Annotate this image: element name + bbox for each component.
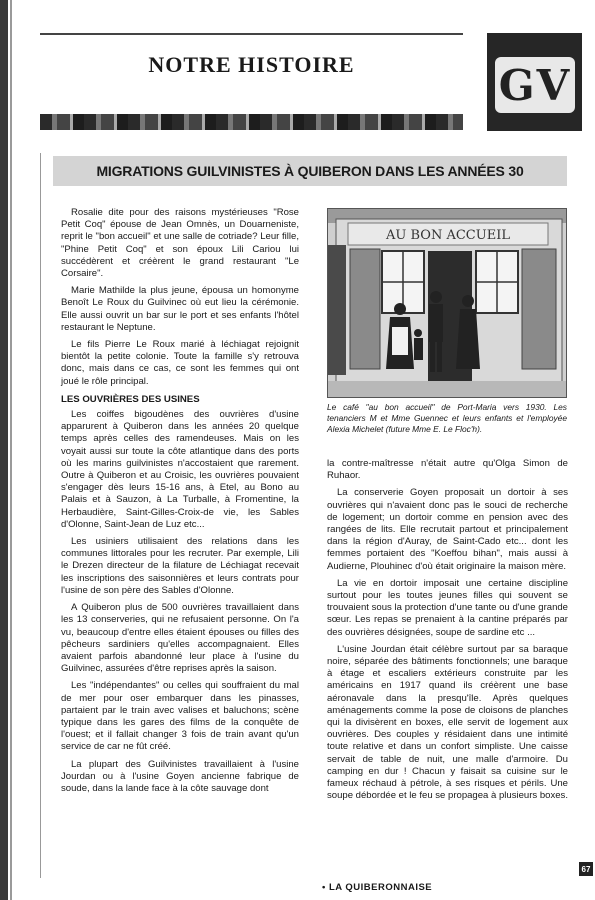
gv-logo bbox=[487, 33, 582, 131]
body-paragraph: La conserverie Goyen proposait un dortoir à ses ouvrières qui n'avaient donc pas le souci de recherche de logement; un dortoir comme en pension avec des rangées de lits. Elle recrutait partout et principalement dans la région d'Auray, de Saint-Cado etc... dont les femmes portaient des "Koeffou bihan", mais aussi à Audierne, Plouhinec d'où était originaire la maison mère. bbox=[327, 487, 568, 572]
cafe-photo-illustration bbox=[328, 209, 567, 398]
body-paragraph: La vie en dortoir imposait une certaine discipline surtout pour les toutes jeunes filles qui souvent se trouvaient sous la protection d'une tante ou d'une grande sœur. Les repas se prenaient à la cantine préparés par des ouvrières désignées, soupe de sardine etc ... bbox=[327, 577, 568, 638]
gv-logo-text: GV bbox=[495, 57, 575, 113]
left-edge-bar bbox=[0, 0, 8, 900]
header-photo-strip bbox=[40, 114, 463, 130]
body-paragraph: A Quiberon plus de 500 ouvrières travaillaient dans les 13 conserveries, qui ne refusaient personne. On l'a vu, beaucoup d'entre elles étaient épouses ou filles des pêcheurs sardiniers qu'elles accompagnaient. Elles avaient parfois abandonné leur place à l'usine du Guilvinec, assurées d'être reprises après la saison. bbox=[61, 602, 299, 675]
left-edge-rule bbox=[10, 0, 12, 900]
column-divider bbox=[40, 153, 41, 878]
magazine-name: • LA QUIBERONNAISE bbox=[322, 882, 433, 893]
photo-caption: Le café "au bon accueil" de Port-Maria vers 1930. Les tenanciers M et Mme Guennec et leurs enfants et l'employée Alexia Michelet (future Mme E. Le Floc'h). bbox=[327, 402, 567, 434]
right-column bbox=[327, 458, 568, 807]
body-paragraph: Les "indépendantes" ou celles qui souffraient du mal de mer pour oser embarquer dans les pinasses, partaient par le train avec valises et baluchons; scène typique dans les gares des films de la conquête de l'ouest; et il fallait changer 3 fois de train avant qu'un service de car ne fût créé. bbox=[61, 680, 299, 753]
intro-paragraph: Rosalie dite pour des raisons mystérieuses "Rose Petit Coq" épouse de Jean Omnès, un Douarneniste, reprit le "bon accueil" et une salle de cotriade? Leur fille, "Phine Petit Coq" et son époux Lili Cariou lui succédèrent et créèrent le grand restaurant "Le Corsaire". bbox=[61, 207, 299, 280]
intro-paragraph: Le fils Pierre Le Roux marié à léchiagat rejoignit bientôt la petite colonie. Toute la famille s'y retrouva donc, mais dans ce cas, ce sont les femmes qui ont joué le rôle principal. bbox=[61, 339, 299, 387]
body-paragraph: L'usine Jourdan était célèbre surtout par sa baraque noire, séparée des bâtiments fonctionnels; une baraque à étage et escaliers extérieurs construite par les américains en 1917 quand ils créèrent une base aéronavale dans la presqu'île. Après quelques aménagements comme la pose de cloisons de planches qui la divisèrent en boxes, elle servit de logement aux ouvrières. Des couples y résidaient dans une intimité toute relative et dans un confort simpliste. Une caisse servait de table de nuit, une malle d'armoire. Du camping en dur ! Chacun y faisait sa cuisine sur le fameux réchaud à pétrole, à ses risques et périls. Une soupe débordée et le feu se propagea à plusieurs boxes. bbox=[327, 643, 568, 802]
historic-cafe-photo bbox=[327, 208, 567, 398]
intro-paragraph: Marie Mathilde la plus jeune, épousa un homonyme Benoît Le Roux du Guilvinec où eut lieu la cérémonie. Elle aussi ouvrit un bar sur le port et ses enfants l'hôtel restaurant le Neptune. bbox=[61, 285, 299, 333]
body-paragraph: Les usiniers utilisaient des relations dans les communes littorales pour les recruter. Par exemple, Lili le Drezen directeur de la filature de Léchiagat recevait les inscriptions des saisonnières et leurs contrats pour l'usine de son père des Sables d'Olonne. bbox=[61, 536, 299, 596]
header-rule bbox=[40, 33, 463, 35]
body-paragraph: Les coiffes bigoudènes des ouvrières d'usine apparurent à Quiberon dans les années 20 quelque temps après celles des ramendeuses. Mais on les voyait aussi sur toute la côte atlantique dans des ports où les marins guilvinistes n'accostaient que rarement. Outre à Quiberon et au Croisic, les ouvrières pouvaient s'engager dès leurs 15-16 ans, à Etel, au Bono au Palais et à Sauzon, à La Turballe, à Fromentine, la Herbaudière, Saint-Gilles-Croix-de vie, les Sables d'Olonne, Saint-Jean de Luz etc... bbox=[61, 409, 299, 530]
cafe-sign-text: AU BON ACCUEIL bbox=[386, 228, 510, 243]
article-title: MIGRATIONS GUILVINISTES À QUIBERON DANS LES ANNÉES 30 bbox=[53, 156, 567, 186]
subsection-heading: LES OUVRIÈRES DES USINES bbox=[61, 393, 200, 405]
body-paragraph: la contre-maîtresse n'était autre qu'Olga Simon de Ruhaor. bbox=[327, 458, 568, 482]
body-paragraph: La plupart des Guilvinistes travaillaient à l'usine Jourdan ou à l'usine Goyen ancienne fabrique de soude, dans la lande face à la côte sauvage dont bbox=[61, 758, 299, 794]
section-heading: NOTRE HISTOIRE bbox=[148, 52, 355, 77]
left-column bbox=[61, 207, 299, 800]
page-number: 67 bbox=[579, 862, 593, 876]
